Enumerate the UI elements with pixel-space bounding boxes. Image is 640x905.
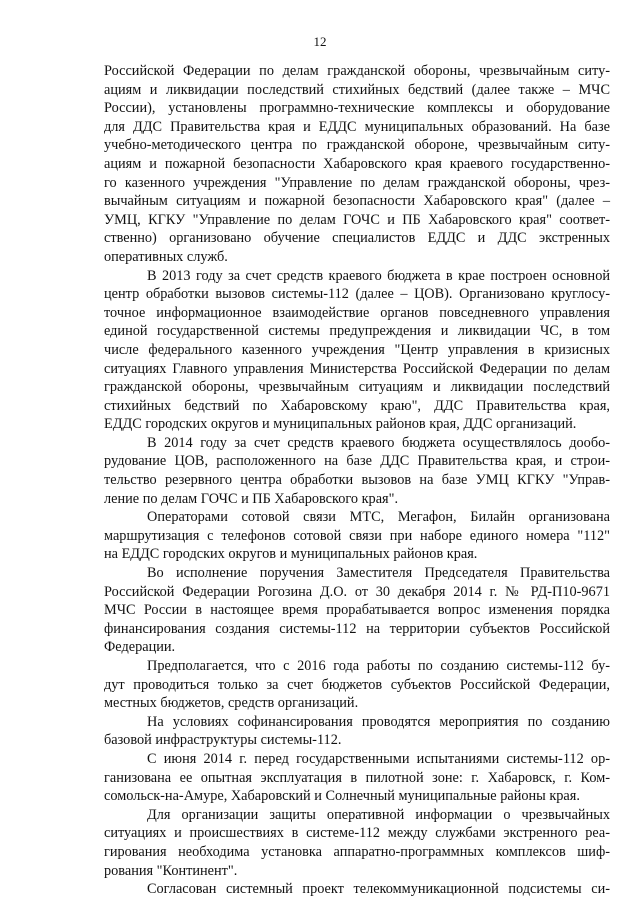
paragraph bbox=[104, 434, 610, 508]
text-line: Предполагается, что с 2016 года работы по созданию системы-112 бу- bbox=[147, 658, 610, 674]
text-line: ственно) организовано обучение специалистов ЕДДС и ДДС экстренных bbox=[104, 230, 610, 247]
text-line: учебно-методического центра по гражданской обороне, чрезвычайным ситу- bbox=[104, 137, 610, 154]
text-line: сомольск-на-Амуре, Хабаровский и Солнечный муниципальные районы края. bbox=[104, 788, 580, 805]
body-text bbox=[104, 62, 610, 899]
text-line: Во исполнение поручения Заместителя Председателя Правительства bbox=[147, 565, 610, 582]
paragraph bbox=[104, 62, 610, 267]
text-line: оперативных служб. bbox=[104, 248, 228, 265]
text-line: ситуациях Главного управления Министерства Российской Федерации по делам bbox=[104, 360, 610, 377]
text-line: ЕДДС городских округов и муниципальных районов края, ДДС организаций. bbox=[104, 416, 577, 433]
text-line: для ДДС Правительства края и ЕДДС муниципальных образований. На базе bbox=[104, 118, 610, 135]
text-line: Согласован системный проект телекоммуникационной подсистемы си- bbox=[147, 881, 610, 898]
text-line: ациям и пожарной безопасности Хабаровского края краевого государственно- bbox=[104, 155, 610, 172]
text-line: гражданской обороны, чрезвычайным ситуациям и ликвидации последствий bbox=[104, 379, 610, 396]
text-line: России), установлены программно-технические комплексы и оборудование bbox=[104, 100, 610, 117]
paragraph bbox=[104, 713, 610, 750]
text-line: стихийных бедствий по Хабаровскому краю", ДДС Правительства края, bbox=[104, 397, 610, 414]
paragraph bbox=[104, 564, 610, 657]
text-line: УМЦ, КГКУ "Управление по делам ГОЧС и ПБ Хабаровского края" соответ- bbox=[104, 211, 610, 228]
text-line: рования "Континент". bbox=[104, 862, 238, 879]
text-line: Российской Федерации по делам гражданской обороны, чрезвычайным ситу- bbox=[104, 63, 610, 79]
text-line: ситуациях и происшествиях в системе-112 между службами экстренного реа- bbox=[104, 825, 610, 842]
text-line: Операторами сотовой связи МТС, Мегафон, Билайн организована bbox=[147, 509, 610, 526]
text-line: ациям и ликвидации последствий стихийных бедствий (далее также – МЧС bbox=[104, 81, 610, 98]
paragraph bbox=[104, 508, 610, 564]
text-line: финансирования создания системы-112 на территории субъектов Российской bbox=[104, 620, 610, 637]
text-line: маршрутизация с телефонов сотовой связи при наборе единого номера "112" bbox=[104, 527, 610, 544]
paragraph bbox=[104, 657, 610, 713]
text-line: дут проводиться только за счет бюджетов субъектов Российской Федерации, bbox=[104, 676, 610, 693]
text-line: местных бюджетов, средств организаций. bbox=[104, 695, 359, 712]
text-line: базовой инфраструктуры системы-112. bbox=[104, 732, 342, 749]
text-line: Российской Федерации Рогозина Д.О. от 30 декабря 2014 г. № РД-П10-9671 bbox=[104, 583, 610, 600]
paragraph bbox=[104, 750, 610, 806]
text-line: гирования необходима установка аппаратно-программных комплексов шиф- bbox=[104, 843, 610, 860]
text-line: Для организации защиты оперативной информации о чрезвычайных bbox=[147, 806, 610, 823]
text-line: на ЕДДС городских округов и муниципальных районов края. bbox=[104, 546, 478, 563]
text-line: центр обработки вызовов системы-112 (далее – ЦОВ). Организовано круглосу- bbox=[104, 286, 610, 303]
paragraph bbox=[104, 880, 610, 899]
text-line: В 2014 году за счет средств краевого бюджета осуществлялось дообо- bbox=[147, 434, 610, 451]
text-line: ганизована ее опытная эксплуатация в пилотной зоне: г. Хабаровск, г. Ком- bbox=[104, 769, 610, 786]
text-line: рудование ЦОВ, расположенного на базе ДДС Правительства края, и строи- bbox=[104, 453, 610, 470]
text-line: го казенного учреждения "Управление по делам гражданской обороны, чрез- bbox=[104, 174, 610, 191]
text-line: С июня 2014 г. перед государственными испытаниями системы-112 ор- bbox=[147, 750, 610, 767]
text-line: В 2013 году за счет средств краевого бюджета в крае построен основной bbox=[147, 267, 610, 284]
text-line: МЧС России в настоящее время прорабатывается вопрос изменения порядка bbox=[104, 602, 610, 619]
paragraph bbox=[104, 267, 610, 434]
text-line: точное информационное взаимодействие органов повседневного управления bbox=[104, 304, 610, 321]
text-line: вычайным ситуациям и пожарной безопасности Хабаровского края" (далее – bbox=[104, 193, 610, 210]
text-line: На условиях софинансирования проводятся мероприятия по созданию bbox=[147, 713, 610, 730]
text-line: числе федерального казенного учреждения "Центр управления в кризисных bbox=[104, 341, 610, 358]
paragraph bbox=[104, 806, 610, 880]
text-line: единой государственной системы предупреждения и ликвидации ЧС, в том bbox=[104, 323, 610, 340]
text-line: тельство резервного центра обработки вызовов на базе УМЦ КГКУ "Управ- bbox=[104, 472, 610, 489]
text-line: ление по делам ГОЧС и ПБ Хабаровского края". bbox=[104, 490, 399, 507]
text-line: Федерации. bbox=[104, 639, 176, 656]
page-number: 12 bbox=[313, 34, 327, 49]
